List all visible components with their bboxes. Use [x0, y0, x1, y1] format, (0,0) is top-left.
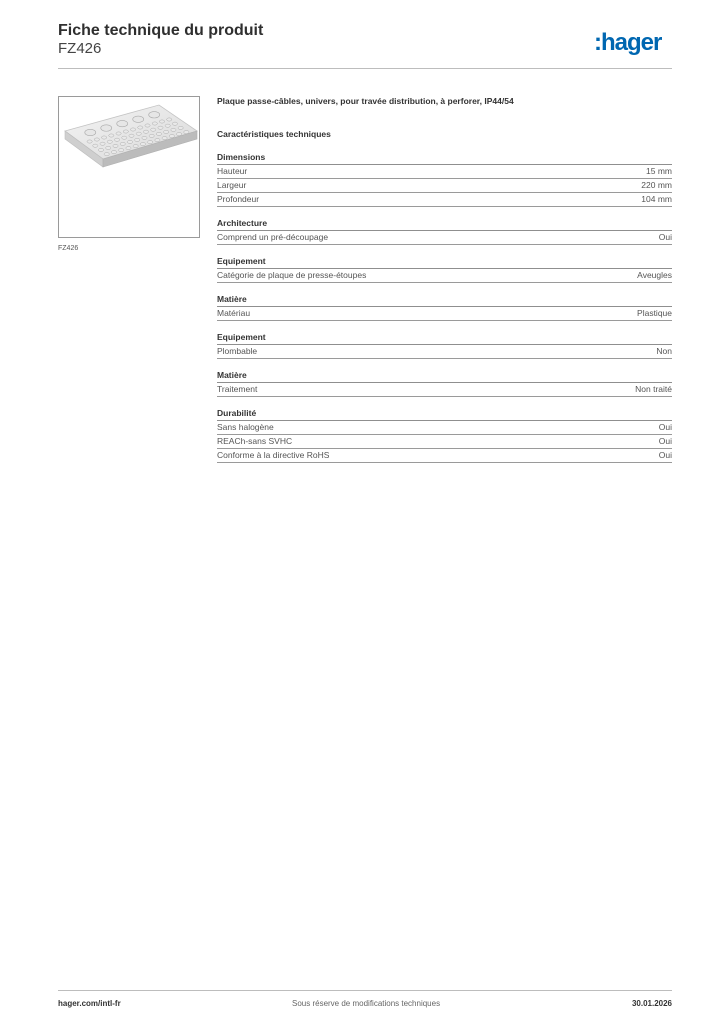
spec-row: [217, 269, 672, 283]
spec-label: Catégorie de plaque de presse-étoupes: [217, 270, 367, 280]
spec-group: [217, 370, 672, 397]
spec-row: [217, 449, 672, 463]
spec-row: [217, 193, 672, 207]
section-title: Caractéristiques techniques: [217, 129, 331, 139]
spec-sheet: [217, 96, 672, 463]
spec-group: [217, 294, 672, 321]
spec-group: [217, 152, 672, 207]
spec-group: [217, 256, 672, 283]
spec-value: Aveugles: [637, 270, 672, 280]
product-description: Plaque passe-câbles, univers, pour travée distribution, à perforer, IP44/54: [217, 96, 514, 106]
spec-row: [217, 165, 672, 179]
spec-label: Hauteur: [217, 166, 248, 176]
spec-group-title: Matière: [217, 370, 672, 383]
spec-label: Matériau: [217, 308, 251, 318]
spec-label: Comprend un pré-découpage: [217, 232, 329, 242]
spec-label: Plombable: [217, 346, 258, 356]
spec-value: Plastique: [637, 308, 672, 318]
footer-website: hager.com/intl-fr: [58, 999, 121, 1008]
header-divider: [58, 68, 672, 69]
spec-value: Oui: [658, 422, 672, 432]
spec-row: [217, 383, 672, 397]
footer-notice: Sous réserve de modifications techniques: [292, 999, 441, 1008]
spec-value: Non: [656, 346, 672, 356]
spec-group-title: Architecture: [217, 218, 672, 231]
footer-divider: [58, 990, 672, 991]
spec-value: Oui: [658, 436, 672, 446]
spec-label: Profondeur: [217, 194, 260, 204]
spec-label: REACh-sans SVHC: [217, 436, 293, 446]
spec-label: Largeur: [217, 180, 247, 190]
hager-logo: [594, 28, 674, 58]
spec-row: [217, 231, 672, 245]
spec-group-title: Matière: [217, 294, 672, 307]
spec-label: Conforme à la directive RoHS: [217, 450, 330, 460]
page-title: Fiche technique du produit: [58, 22, 264, 39]
spec-value: Oui: [658, 450, 672, 460]
product-image: [58, 96, 200, 238]
spec-row: [217, 307, 672, 321]
spec-row: [217, 345, 672, 359]
spec-group: [217, 408, 672, 463]
cable-gland-plate-illustration: [59, 97, 199, 237]
spec-group-title: Equipement: [217, 332, 672, 345]
spec-value: Oui: [658, 232, 672, 242]
spec-groups: [217, 152, 672, 463]
spec-value: 220 mm: [641, 180, 672, 190]
spec-group: [217, 218, 672, 245]
image-caption: FZ426: [58, 245, 79, 252]
spec-group-title: Equipement: [217, 256, 672, 269]
spec-row: [217, 179, 672, 193]
spec-group-title: Dimensions: [217, 152, 672, 165]
spec-value: 104 mm: [641, 194, 672, 204]
spec-value: 15 mm: [646, 166, 672, 176]
spec-group: [217, 332, 672, 359]
product-code: FZ426: [58, 40, 102, 57]
svg-text::hager: :hager: [594, 29, 662, 56]
spec-row: [217, 421, 672, 435]
spec-row: [217, 435, 672, 449]
spec-label: Traitement: [217, 384, 258, 394]
spec-value: Non traité: [635, 384, 672, 394]
spec-label: Sans halogène: [217, 422, 274, 432]
spec-group-title: Durabilité: [217, 408, 672, 421]
footer-date: 30.01.2026: [631, 999, 672, 1008]
